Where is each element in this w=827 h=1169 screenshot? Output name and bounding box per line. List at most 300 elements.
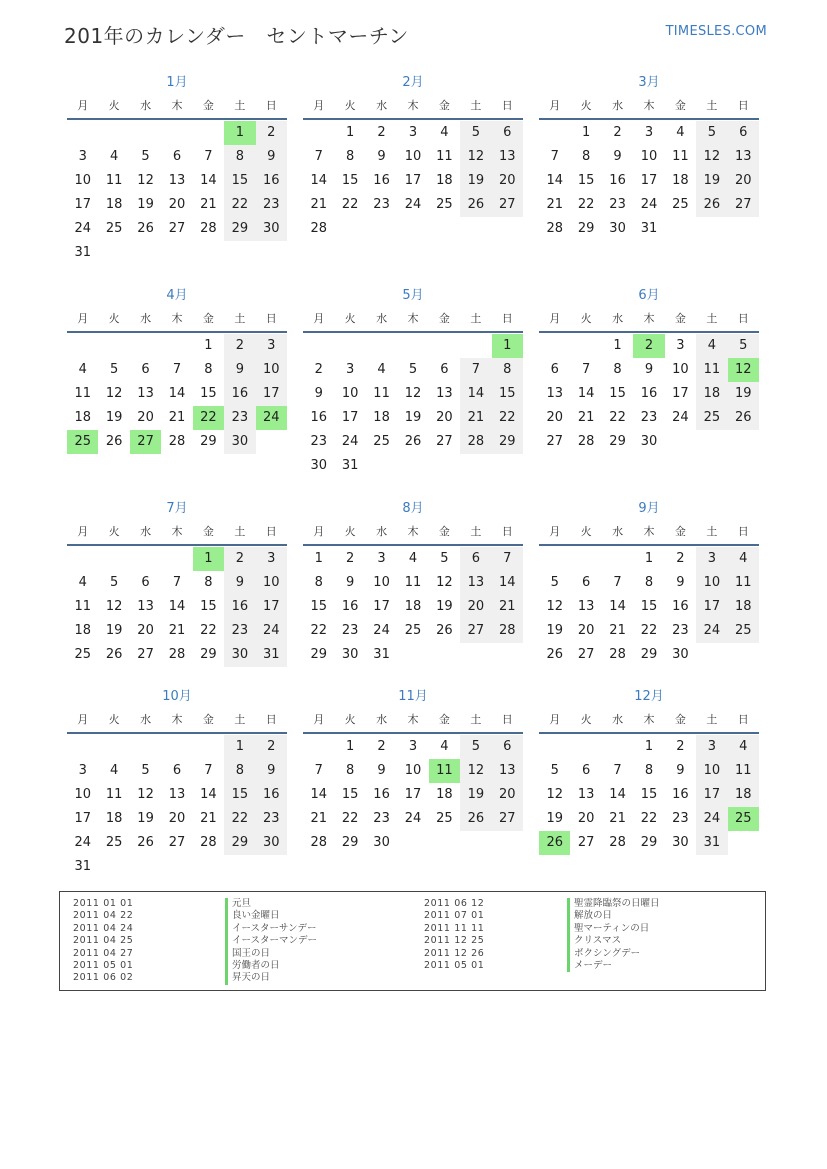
day-cell[interactable]: 3 [644,125,654,140]
day-cell[interactable]: 6 [172,149,182,164]
day-cell[interactable]: 6 [581,763,591,778]
day-cell[interactable]: 18 [74,410,91,425]
day-cell[interactable]: 1 [204,338,213,353]
day-cell[interactable]: 22 [224,807,255,831]
day-cell[interactable]: 20 [728,169,759,193]
day-cell[interactable]: 16 [640,386,658,401]
day-cell[interactable]: 8 [224,759,255,783]
day-cell[interactable]: 10 [696,571,727,595]
day-cell[interactable]: 23 [256,193,287,217]
day-cell[interactable]: 13 [168,173,186,188]
day-cell[interactable]: 30 [609,221,626,236]
day-cell[interactable]: 24 [404,197,422,212]
day-cell[interactable]: 9 [613,149,622,164]
day-cell[interactable]: 28 [460,430,491,454]
day-cell[interactable]: 21 [310,811,327,826]
day-cell[interactable]: 18 [74,623,91,638]
day-cell[interactable]: 28 [492,619,523,643]
day-cell[interactable]: 2 [224,334,255,358]
day-cell[interactable]: 27 [577,835,595,850]
day-cell[interactable]: 14 [200,173,217,188]
day-cell[interactable]: 8 [204,575,213,590]
day-cell[interactable]: 26 [436,623,453,638]
day-cell[interactable]: 23 [640,410,658,425]
day-cell[interactable]: 10 [256,358,287,382]
holiday-day-cell[interactable]: 24 [256,406,287,430]
day-cell[interactable]: 20 [546,410,563,425]
day-cell[interactable]: 7 [581,362,591,377]
day-cell[interactable]: 24 [341,434,359,449]
day-cell[interactable]: 10 [373,575,390,590]
holiday-day-cell[interactable]: 25 [67,430,98,454]
day-cell[interactable]: 6 [141,575,150,590]
day-cell[interactable]: 11 [728,759,759,783]
day-cell[interactable]: 14 [460,382,491,406]
day-cell[interactable]: 14 [546,173,563,188]
day-cell[interactable]: 4 [696,334,727,358]
day-cell[interactable]: 3 [78,149,87,164]
day-cell[interactable]: 11 [74,599,91,614]
day-cell[interactable]: 1 [345,125,355,140]
day-cell[interactable]: 16 [609,173,626,188]
day-cell[interactable]: 10 [256,571,287,595]
day-cell[interactable]: 3 [676,338,685,353]
day-cell[interactable]: 13 [137,386,154,401]
day-cell[interactable]: 15 [200,599,217,614]
day-cell[interactable]: 31 [640,221,658,236]
day-cell[interactable]: 19 [105,623,123,638]
day-cell[interactable]: 14 [609,599,626,614]
day-cell[interactable]: 23 [672,623,689,638]
day-cell[interactable]: 30 [310,458,327,473]
day-cell[interactable]: 4 [440,125,449,140]
day-cell[interactable]: 19 [436,599,453,614]
day-cell[interactable]: 22 [609,410,626,425]
day-cell[interactable]: 9 [224,571,255,595]
day-cell[interactable]: 6 [460,547,491,571]
day-cell[interactable]: 16 [224,595,255,619]
holiday-day-cell[interactable]: 27 [130,430,161,454]
day-cell[interactable]: 27 [728,193,759,217]
day-cell[interactable]: 5 [696,121,727,145]
day-cell[interactable]: 9 [676,575,685,590]
day-cell[interactable]: 16 [256,783,287,807]
day-cell[interactable]: 4 [377,362,386,377]
day-cell[interactable]: 6 [141,362,150,377]
day-cell[interactable]: 30 [256,217,287,241]
day-cell[interactable]: 29 [640,835,658,850]
day-cell[interactable]: 5 [550,763,559,778]
day-cell[interactable]: 24 [696,807,727,831]
day-cell[interactable]: 30 [672,835,689,850]
day-cell[interactable]: 18 [696,382,727,406]
day-cell[interactable]: 6 [172,763,182,778]
day-cell[interactable]: 19 [137,197,154,212]
day-cell[interactable]: 30 [224,430,255,454]
day-cell[interactable]: 22 [640,811,658,826]
day-cell[interactable]: 28 [168,647,186,662]
day-cell[interactable]: 29 [341,835,359,850]
day-cell[interactable]: 6 [581,575,591,590]
day-cell[interactable]: 20 [492,169,523,193]
day-cell[interactable]: 19 [137,811,154,826]
day-cell[interactable]: 17 [404,173,422,188]
holiday-day-cell[interactable]: 1 [193,547,224,571]
day-cell[interactable]: 31 [696,831,727,855]
day-cell[interactable]: 27 [168,221,186,236]
day-cell[interactable]: 24 [640,197,658,212]
day-cell[interactable]: 26 [696,193,727,217]
day-cell[interactable]: 1 [613,338,622,353]
day-cell[interactable]: 31 [74,859,91,874]
day-cell[interactable]: 20 [168,811,186,826]
day-cell[interactable]: 18 [105,811,123,826]
day-cell[interactable]: 6 [492,121,523,145]
day-cell[interactable]: 15 [224,783,255,807]
day-cell[interactable]: 2 [314,362,323,377]
holiday-day-cell[interactable]: 25 [728,807,759,831]
day-cell[interactable]: 12 [460,145,491,169]
day-cell[interactable]: 13 [460,571,491,595]
day-cell[interactable]: 19 [404,410,422,425]
day-cell[interactable]: 20 [137,410,154,425]
day-cell[interactable]: 3 [345,362,355,377]
day-cell[interactable]: 17 [256,595,287,619]
day-cell[interactable]: 21 [168,623,186,638]
day-cell[interactable]: 26 [546,647,563,662]
day-cell[interactable]: 5 [109,575,119,590]
day-cell[interactable]: 13 [436,386,453,401]
day-cell[interactable]: 20 [168,197,186,212]
day-cell[interactable]: 9 [676,763,685,778]
holiday-day-cell[interactable]: 2 [633,334,664,358]
day-cell[interactable]: 30 [373,835,390,850]
day-cell[interactable]: 1 [314,551,323,566]
holiday-day-cell[interactable]: 1 [492,334,523,358]
day-cell[interactable]: 13 [577,599,595,614]
day-cell[interactable]: 27 [546,434,563,449]
day-cell[interactable]: 3 [696,547,727,571]
day-cell[interactable]: 28 [577,434,595,449]
day-cell[interactable]: 22 [200,623,217,638]
day-cell[interactable]: 9 [314,386,323,401]
day-cell[interactable]: 4 [78,362,87,377]
day-cell[interactable]: 14 [310,173,327,188]
day-cell[interactable]: 25 [373,434,390,449]
day-cell[interactable]: 14 [577,386,595,401]
day-cell[interactable]: 4 [109,149,119,164]
day-cell[interactable]: 29 [577,221,595,236]
day-cell[interactable]: 30 [224,643,255,667]
day-cell[interactable]: 16 [373,173,390,188]
day-cell[interactable]: 4 [728,547,759,571]
day-cell[interactable]: 19 [696,169,727,193]
day-cell[interactable]: 30 [341,647,359,662]
day-cell[interactable]: 8 [492,358,523,382]
day-cell[interactable]: 31 [373,647,390,662]
day-cell[interactable]: 18 [728,783,759,807]
day-cell[interactable]: 29 [224,217,255,241]
day-cell[interactable]: 7 [204,149,213,164]
day-cell[interactable]: 31 [256,643,287,667]
day-cell[interactable]: 31 [341,458,359,473]
day-cell[interactable]: 27 [460,619,491,643]
day-cell[interactable]: 12 [460,759,491,783]
day-cell[interactable]: 28 [200,835,217,850]
day-cell[interactable]: 2 [256,735,287,759]
day-cell[interactable]: 9 [345,575,355,590]
day-cell[interactable]: 14 [609,787,626,802]
day-cell[interactable]: 17 [672,386,689,401]
day-cell[interactable]: 20 [492,783,523,807]
day-cell[interactable]: 10 [341,386,359,401]
day-cell[interactable]: 5 [408,362,418,377]
day-cell[interactable]: 19 [460,783,491,807]
day-cell[interactable]: 23 [224,406,255,430]
day-cell[interactable]: 15 [609,386,626,401]
day-cell[interactable]: 15 [200,386,217,401]
day-cell[interactable]: 19 [546,811,563,826]
day-cell[interactable]: 10 [74,787,91,802]
day-cell[interactable]: 28 [200,221,217,236]
day-cell[interactable]: 10 [74,173,91,188]
day-cell[interactable]: 5 [460,735,491,759]
day-cell[interactable]: 15 [224,169,255,193]
day-cell[interactable]: 25 [74,647,91,662]
day-cell[interactable]: 23 [373,197,390,212]
day-cell[interactable]: 9 [644,362,654,377]
day-cell[interactable]: 27 [577,647,595,662]
day-cell[interactable]: 26 [404,434,422,449]
day-cell[interactable]: 30 [640,434,658,449]
day-cell[interactable]: 25 [105,221,123,236]
day-cell[interactable]: 7 [314,763,323,778]
day-cell[interactable]: 28 [168,434,186,449]
day-cell[interactable]: 4 [676,125,685,140]
day-cell[interactable]: 27 [492,807,523,831]
day-cell[interactable]: 23 [310,434,327,449]
day-cell[interactable]: 11 [74,386,91,401]
day-cell[interactable]: 16 [672,599,689,614]
day-cell[interactable]: 27 [436,434,453,449]
day-cell[interactable]: 22 [341,811,359,826]
day-cell[interactable]: 12 [137,173,154,188]
day-cell[interactable]: 7 [172,362,182,377]
day-cell[interactable]: 6 [728,121,759,145]
day-cell[interactable]: 17 [696,783,727,807]
day-cell[interactable]: 29 [640,647,658,662]
day-cell[interactable]: 5 [728,334,759,358]
day-cell[interactable]: 3 [377,551,386,566]
day-cell[interactable]: 15 [640,787,658,802]
day-cell[interactable]: 22 [640,623,658,638]
day-cell[interactable]: 20 [577,811,595,826]
day-cell[interactable]: 16 [310,410,327,425]
day-cell[interactable]: 12 [404,386,422,401]
day-cell[interactable]: 20 [460,595,491,619]
day-cell[interactable]: 4 [440,739,449,754]
day-cell[interactable]: 13 [137,599,154,614]
day-cell[interactable]: 21 [200,197,217,212]
day-cell[interactable]: 29 [492,430,523,454]
brand-logo-text[interactable]: TIMESLES.COM [665,24,767,39]
day-cell[interactable]: 14 [310,787,327,802]
day-cell[interactable]: 20 [436,410,453,425]
day-cell[interactable]: 18 [436,787,453,802]
day-cell[interactable]: 17 [640,173,658,188]
day-cell[interactable]: 18 [105,197,123,212]
day-cell[interactable]: 7 [460,358,491,382]
day-cell[interactable]: 26 [137,221,154,236]
day-cell[interactable]: 4 [728,735,759,759]
day-cell[interactable]: 24 [672,410,689,425]
day-cell[interactable]: 25 [696,406,727,430]
day-cell[interactable]: 7 [314,149,323,164]
day-cell[interactable]: 18 [373,410,390,425]
day-cell[interactable]: 2 [613,125,622,140]
day-cell[interactable]: 21 [577,410,595,425]
day-cell[interactable]: 28 [310,221,327,236]
day-cell[interactable]: 9 [256,759,287,783]
day-cell[interactable]: 5 [109,362,119,377]
day-cell[interactable]: 12 [105,386,123,401]
holiday-day-cell[interactable]: 22 [193,406,224,430]
day-cell[interactable]: 17 [341,410,359,425]
day-cell[interactable]: 3 [256,547,287,571]
day-cell[interactable]: 7 [550,149,559,164]
day-cell[interactable]: 1 [345,739,355,754]
holiday-day-cell[interactable]: 1 [224,121,255,145]
day-cell[interactable]: 19 [546,623,563,638]
day-cell[interactable]: 14 [492,571,523,595]
day-cell[interactable]: 13 [168,787,186,802]
day-cell[interactable]: 26 [460,807,491,831]
day-cell[interactable]: 21 [609,811,626,826]
day-cell[interactable]: 15 [310,599,327,614]
day-cell[interactable]: 26 [137,835,154,850]
day-cell[interactable]: 2 [676,551,685,566]
day-cell[interactable]: 29 [200,434,217,449]
day-cell[interactable]: 11 [436,149,453,164]
day-cell[interactable]: 9 [377,763,386,778]
day-cell[interactable]: 12 [137,787,154,802]
day-cell[interactable]: 28 [310,835,327,850]
day-cell[interactable]: 8 [644,575,654,590]
day-cell[interactable]: 26 [728,406,759,430]
holiday-day-cell[interactable]: 11 [429,759,460,783]
day-cell[interactable]: 23 [256,807,287,831]
day-cell[interactable]: 4 [78,575,87,590]
day-cell[interactable]: 3 [408,125,418,140]
day-cell[interactable]: 25 [436,811,453,826]
day-cell[interactable]: 15 [341,173,359,188]
day-cell[interactable]: 23 [341,623,359,638]
day-cell[interactable]: 24 [256,619,287,643]
day-cell[interactable]: 2 [676,739,685,754]
day-cell[interactable]: 11 [105,173,123,188]
day-cell[interactable]: 18 [672,173,689,188]
day-cell[interactable]: 8 [644,763,654,778]
day-cell[interactable]: 9 [256,145,287,169]
day-cell[interactable]: 26 [105,647,123,662]
day-cell[interactable]: 28 [609,835,626,850]
day-cell[interactable]: 11 [728,571,759,595]
day-cell[interactable]: 24 [696,619,727,643]
day-cell[interactable]: 11 [105,787,123,802]
day-cell[interactable]: 31 [74,245,91,260]
day-cell[interactable]: 6 [550,362,559,377]
day-cell[interactable]: 3 [408,739,418,754]
day-cell[interactable]: 3 [696,735,727,759]
day-cell[interactable]: 27 [137,647,154,662]
day-cell[interactable]: 21 [609,623,626,638]
day-cell[interactable]: 25 [404,623,422,638]
day-cell[interactable]: 17 [74,811,91,826]
day-cell[interactable]: 29 [224,831,255,855]
day-cell[interactable]: 28 [546,221,563,236]
day-cell[interactable]: 24 [404,811,422,826]
day-cell[interactable]: 8 [204,362,213,377]
day-cell[interactable]: 8 [581,149,591,164]
day-cell[interactable]: 11 [672,149,689,164]
day-cell[interactable]: 20 [137,623,154,638]
day-cell[interactable]: 13 [728,145,759,169]
day-cell[interactable]: 25 [105,835,123,850]
day-cell[interactable]: 24 [373,623,390,638]
day-cell[interactable]: 2 [377,125,386,140]
day-cell[interactable]: 18 [436,173,453,188]
day-cell[interactable]: 7 [613,575,622,590]
day-cell[interactable]: 16 [341,599,359,614]
day-cell[interactable]: 25 [728,619,759,643]
day-cell[interactable]: 19 [105,410,123,425]
day-cell[interactable]: 16 [256,169,287,193]
day-cell[interactable]: 12 [696,145,727,169]
day-cell[interactable]: 21 [310,197,327,212]
day-cell[interactable]: 25 [436,197,453,212]
day-cell[interactable]: 4 [109,763,119,778]
day-cell[interactable]: 7 [613,763,622,778]
day-cell[interactable]: 30 [256,831,287,855]
day-cell[interactable]: 13 [492,145,523,169]
day-cell[interactable]: 10 [672,362,689,377]
day-cell[interactable]: 23 [224,619,255,643]
day-cell[interactable]: 1 [581,125,591,140]
day-cell[interactable]: 5 [440,551,449,566]
day-cell[interactable]: 22 [341,197,359,212]
day-cell[interactable]: 16 [224,382,255,406]
day-cell[interactable]: 22 [310,623,327,638]
day-cell[interactable]: 2 [224,547,255,571]
day-cell[interactable]: 27 [168,835,186,850]
day-cell[interactable]: 14 [168,599,186,614]
day-cell[interactable]: 12 [105,599,123,614]
day-cell[interactable]: 27 [492,193,523,217]
day-cell[interactable]: 11 [404,575,422,590]
day-cell[interactable]: 8 [345,763,355,778]
day-cell[interactable]: 15 [492,382,523,406]
day-cell[interactable]: 6 [492,735,523,759]
day-cell[interactable]: 5 [550,575,559,590]
day-cell[interactable]: 7 [492,547,523,571]
day-cell[interactable]: 21 [492,595,523,619]
day-cell[interactable]: 1 [644,739,654,754]
day-cell[interactable]: 23 [609,197,626,212]
day-cell[interactable]: 2 [256,121,287,145]
day-cell[interactable]: 20 [577,623,595,638]
day-cell[interactable]: 10 [696,759,727,783]
day-cell[interactable]: 8 [345,149,355,164]
